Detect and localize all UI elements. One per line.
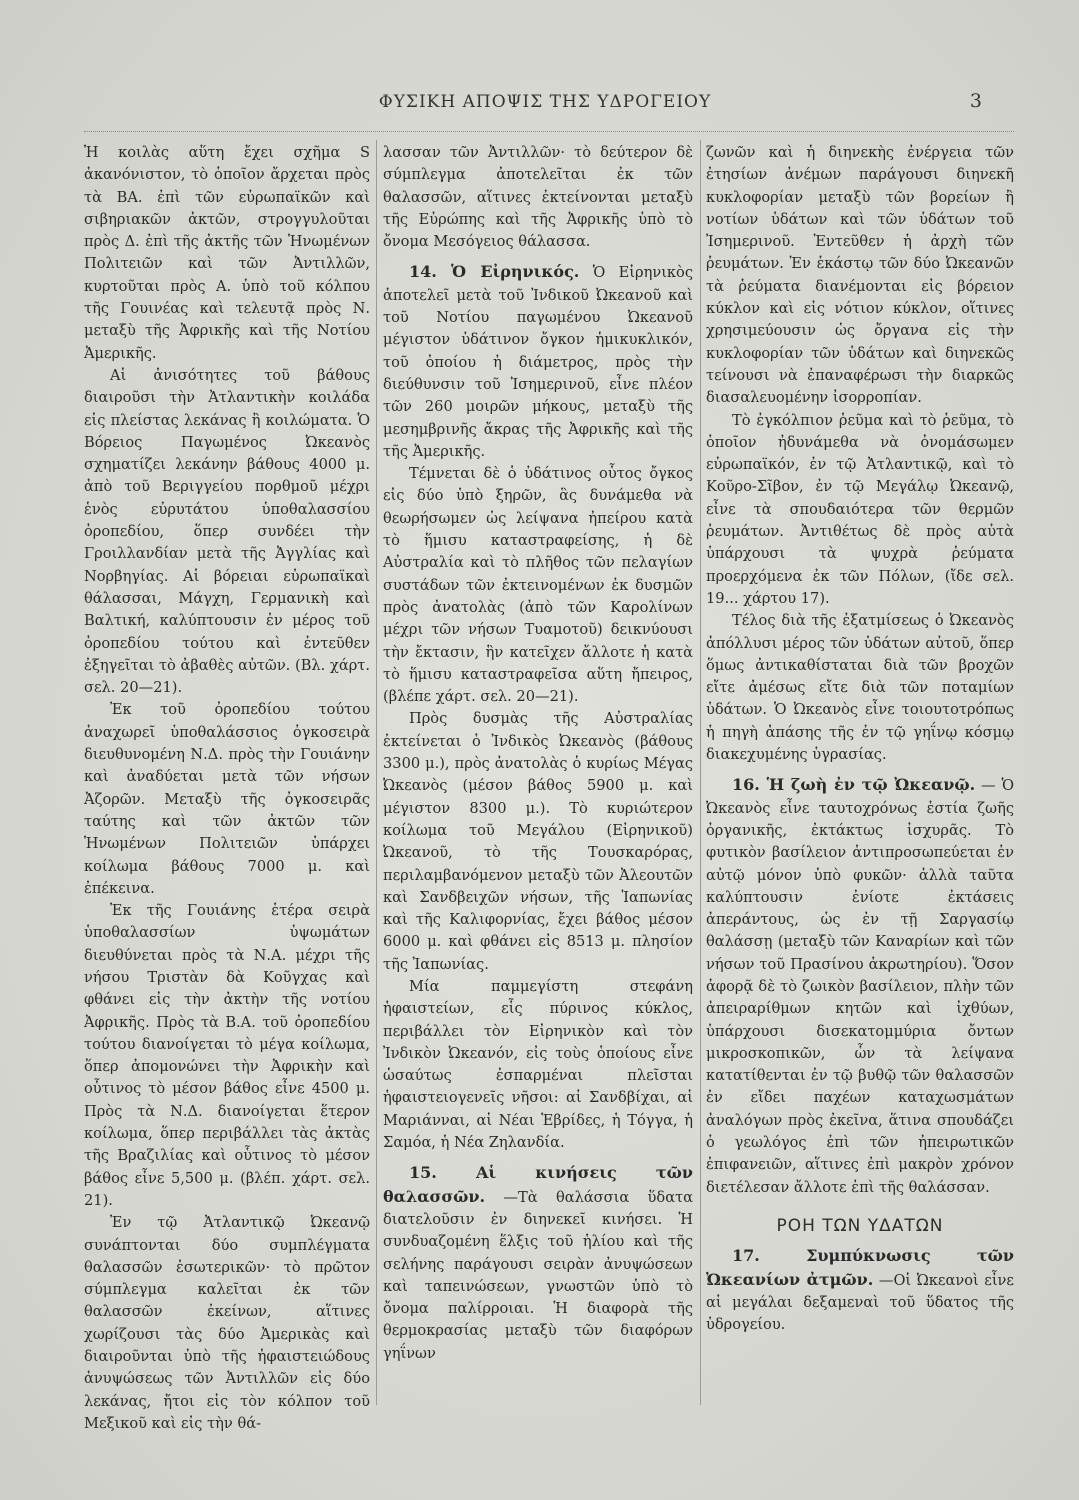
section-text: —Τὰ θαλάσσια ὕδατα διατελοῦσιν ἐν διηνεκεῖ κινήσει. Ἡ συνδυαζομένη ἕλξις τοῦ ἡλίου καὶ τῆς σελήνης παράγουσι σειρὰν ἀνυψώσεων καὶ ταπεινώσεων, γνωστῶν ὑπὸ τὸ ὄνομα παλίρροιαι. Ἡ διαφορὰ τῆς θερμοκρασίας μεταξὺ τῶν διαφόρων γηΐνων bbox=[383, 1188, 693, 1362]
section-text: Ὁ Εἰρηνικὸς ἀποτελεῖ μετὰ τοῦ Ἰνδικοῦ Ὠκεανοῦ καὶ τοῦ Νοτίου παγωμένου Ὠκεανοῦ μέγιστον ὑδάτινον ὄγκον ἡμικυκλικόν, τοῦ ὁποίου ἡ διάμετρος, πρὸς τὴν διεύθυνσιν τοῦ Ἰσημερινοῦ, εἶνε πλέον τῶν 260 μοιρῶν μήκους, μεταξὺ τῆς μεσημβρινῆς ἄκρας τῆς Ἀφρικῆς καὶ τῆς τῆς Ἀμερικῆς. bbox=[383, 264, 693, 460]
section-16 bbox=[706, 774, 1014, 1199]
page-number: 3 bbox=[969, 90, 982, 112]
paragraph: Μία παμμεγίστη στεφάνη ἡφαιστείων, εἷς πύρινος κύκλος, περιβάλλει τὸν Εἰρηνικὸν καὶ τὸν Ἰνδικὸν Ὠκεανόν, εἰς τοὺς ὁποίους εἶνε ὡσαύτως ἐσπαρμέναι πλεῖσται ἡφαιστειογενεῖς νῆσοι: αἱ Σανδβίχαι, αἱ Μαριάνναι, αἱ Νέαι Ἑβρίδες, ἡ Τόγγα, ἡ Σαμόα, ἡ Νέα Ζηλανδία. bbox=[383, 977, 693, 1152]
section-text: —Οἱ Ὠκεανοὶ εἶνε αἱ μεγάλαι δεξαμεναὶ τοῦ ὕδατος τῆς ὑδρογείου. bbox=[706, 1271, 1014, 1334]
section-14 bbox=[383, 261, 693, 463]
section-15 bbox=[383, 1162, 693, 1365]
section-title: ΡΟΗ ΤΩΝ ΥΔΑΤΩΝ bbox=[776, 1215, 944, 1236]
paragraph: ζωνῶν καὶ ἡ διηνεκὴς ἐνέργεια τῶν ἐτησίων ἀνέμων παράγουσι διηνεκῆ κυκλοφορίαν μεταξὺ τῶν βορείων ἢ νοτίων ὑδάτων καὶ τῶν ὑδάτων τοῦ Ἰσημερινοῦ. Ἐντεῦθεν ἡ ἀρχὴ τῶν ῥευμάτων. Ἐν ἑκάστῳ τῶν δύο Ὠκεανῶν τὰ ῥεύματα διανέμονται εἰς βόρειον κύκλον καὶ εἰς νότιον κύκλον, οἵτινες χρησιμεύουσιν ὡς ὄργανα εἰς τὴν κυκλοφορίαν τῶν ὑδάτων καὶ διηνεκῶς τείνουσι νὰ ἐπαναφέρωσι τὴν διαρκῶς διασαλευομένην ἰσορροπίαν. bbox=[706, 144, 1014, 407]
paragraph: Ἐκ τοῦ ὀροπεδίου τούτου ἀναχωρεῖ ὑποθαλάσσιος ὀγκοσειρὰ διευθυνομένη Ν.Δ. πρὸς τὴν Γουιάνην καὶ ἀναδύεται μετὰ τῶν νήσων Ἀζορῶν. Μεταξὺ τῆς ὀγκοσειρᾶς ταύτης καὶ τῶν ἀκτῶν τῶν Ἡνωμένων Πολιτειῶν ὑπάρχει κοίλωμα βάθους 7000 μ. καὶ ἐπέκεινα. bbox=[84, 701, 370, 897]
column-divider bbox=[376, 140, 377, 1405]
paragraph: λασσαν τῶν Ἀντιλλῶν· τὸ δεύτερον δὲ σύμπλεγμα ἀποτελεῖται ἐκ τῶν θαλασσῶν, αἵτινες ἐκτείνονται μεταξὺ τῆς Εὐρώπης καὶ τῆς Ἀφρικῆς ὑπὸ τὸ ὄνομα Μεσόγειος θάλασσα. bbox=[383, 144, 693, 251]
section-text: — Ὁ Ὠκεανὸς εἶνε ταυτοχρόνως ἑστία ζωῆς ὀργανικῆς, ἐκτάκτως ἰσχυρᾶς. Τὸ φυτικὸν βασίλειον ἀντιπροσωπεύεται ἐν αὐτῷ μόνον ὑπὸ φυκῶν· ἀλλὰ ταῦτα καλύπτουσιν ἐνίοτε ἐκτάσεις ἀπεράντους, ὡς ἐν τῇ Σαργασίῳ θαλάσσῃ (μεταξὺ τῶν Καναρίων καὶ τῶν νήσων τοῦ Πρασίνου ἀκρωτηρίου). Ὅσον ἀφορᾷ δὲ τὸ ζωικὸν βασίλειον, πλὴν τῶν ἀπειραρίθμων κητῶν καὶ ἰχθύων, ὑπάρχουσι δισεκατομμύρια ὄντων μικροσκοπικῶν, ὧν τὰ λείψανα κατατίθενται ἐν τῷ βυθῷ τῶν θαλασσῶν ἐν εἴδει παχέων καταχωσμάτων ἀναλόγων πρὸς ἐκεῖνα, ἅτινα σπουδάζει ὁ γεωλόγος ἐπὶ τῶν ἠπειρωτικῶν ἐπιφανειῶν, αἵτινες ἐπὶ μακρὸν χρόνον διετέλεσαν ἄλλοτε ἐπὶ τῆς θαλάσσαν. bbox=[706, 777, 1015, 1196]
page-header bbox=[80, 92, 1010, 126]
section-17 bbox=[706, 1245, 1014, 1336]
section-heading: 17. Συμπύκνωσις τῶν Ὠκεανίων ἀτμῶν. bbox=[706, 1246, 1014, 1289]
paragraph: Ἐκ τῆς Γουιάνης ἑτέρα σειρὰ ὑποθαλασσίων ὑψωμάτων διευθύνεται πρὸς τὰ Ν.Α. μέχρι τῆς νήσου Τριστὰν δὰ Κοῦγχας καὶ φθάνει εἰς τὴν ἀκτὴν τῆς νοτίου Ἀφρικῆς. Πρὸς τὰ Β.Α. τοῦ ὀροπεδίου τούτου διανοίγεται τὸ μέγα κοίλωμα, ὅπερ ἀπομονώνει τὴν Ἀφρικὴν καὶ οὗτινος τὸ μέσον βάθος εἶνε 4500 μ. Πρὸς τὰ Ν.Δ. διανοίγεται ἕτερον κοίλωμα, ὅπερ περιβάλλει τὰς ἀκτὰς τῆς Βραζιλίας καὶ οὗτινος τὸ μέσον βάθος εἶνε 5,500 μ. (βλέπ. χάρτ. σελ. 21). bbox=[84, 902, 370, 1209]
section-heading: 15. Αἱ κινήσεις τῶν θαλασσῶν. bbox=[383, 1163, 693, 1206]
paragraph: Αἱ ἀνισότητες τοῦ βάθους διαιροῦσι τὴν Ἀτλαντικὴν κοιλάδα εἰς πλείστας λεκάνας ἢ κοιλώματα. Ὁ Βόρειος Παγωμένος Ὠκεανὸς σχηματίζει λεκάνην βάθους 4000 μ. ἀπὸ τοῦ Βεριγγείου πορθμοῦ μέχρι ἑνὸς εὐρυτάτου ὑποθαλασσίου ὀροπεδίου, ὅπερ συνδέει τὴν Γροιλλανδίαν μετὰ τῆς Ἀγγλίας καὶ Νορβηγίας. Αἱ βόρειαι εὐρωπαϊκαὶ θάλασσαι, Μάγχη, Γερμανικὴ καὶ Βαλτική, καλύπτουσιν ἐν μέρος τοῦ ὀροπεδίου τούτου καὶ ἐντεῦθεν ἐξηγεῖται τὸ ἀβαθὲς αὐτῶν. (Βλ. χάρτ. σελ. 20—21). bbox=[84, 366, 370, 697]
running-title: ΦΥΣΙΚΗ ΑΠΟΨΙΣ ΤΗΣ ΥΔΡΟΓΕΙΟΥ bbox=[378, 92, 712, 112]
text-column-3 bbox=[706, 142, 1014, 1336]
text-column-1 bbox=[84, 142, 370, 1435]
header-rule bbox=[84, 131, 1014, 132]
paragraph: Πρὸς δυσμὰς τῆς Αὐστραλίας ἐκτείνεται ὁ Ἰνδικὸς Ὠκεανὸς (βάθους 3300 μ.), πρὸς ἀνατολὰς ὁ κυρίως Μέγας Ὠκεανὸς (μέσον βάθος 5900 μ. καὶ μέγιστον 8300 μ.). Τὸ κυριώτερον κοίλωμα τοῦ Μεγάλου (Εἰρηνικοῦ) Ὠκεανοῦ, τὸ τῆς Τουσκαρόρας, περιλαμβανόμενον μεταξὺ τῶν Ἀλεουτῶν καὶ Σανδβειχῶν νήσων, τῆς Ἰαπωνίας καὶ τῆς Καλιφορνίας, ἔχει βάθος μέσον 6000 μ. καὶ φθάνει εἰς 8513 μ. πλησίον τῆς Ἰαπωνίας. bbox=[383, 710, 693, 973]
paragraph: Τέμνεται δὲ ὁ ὑδάτινος οὗτος ὄγκος εἰς δύο ὑπὸ ξηρῶν, ἃς δυνάμεθα νὰ θεωρήσωμεν ὡς λείψανα ἠπείρου κατὰ τὸ ἥμισυ καταστραφείσης, ἡ δὲ Αὐστραλία καὶ τὸ πλῆθος τῶν πελαγίων συστάδων τῶν ἐκτεινομένων ἐκ δυσμῶν πρὸς ἀνατολὰς (ἀπὸ τῶν Καρολίνων μέχρι τῶν νήσων Τυαμοτοῦ) δεικνύουσι τὴν ἔκτασιν, ἣν κατεῖχεν ἄλλοτε ἡ κατὰ τὸ ἥμισυ καταστραφεῖσα αὕτη ἤπειρος, (βλέπε χάρτ. σελ. 20—21). bbox=[383, 465, 693, 706]
column-divider bbox=[700, 140, 701, 1405]
paragraph: Ἡ κοιλὰς αὕτη ἔχει σχῆμα S ἀκανόνιστον, τὸ ὁποῖον ἄρχεται πρὸς τὰ ΒΑ. ἐπὶ τῶν εὐρωπαϊκῶν καὶ σιβηριακῶν ἀκτῶν, στρογγυλοῦται πρὸς Δ. ἐπὶ τῆς ἀκτῆς τῶν Ἡνωμένων Πολιτειῶν καὶ τῶν Ἀντιλλῶν, κυρτοῦται πρὸς Α. ὑπὸ τοῦ κόλπου τῆς Γουινέας καὶ τελευτᾷ πρὸς Ν. μεταξὺ τῆς Ἀφρικῆς καὶ τῆς Νοτίου Ἀμερικῆς. bbox=[84, 144, 370, 362]
paragraph: Τέλος διὰ τῆς ἐξατμίσεως ὁ Ὠκεανὸς ἀπόλλυσι μέρος τῶν ὑδάτων αὐτοῦ, ὅπερ ὅμως ἀντικαθίσταται διὰ τῶν βροχῶν εἴτε ἀμέσως εἴτε διὰ τῶν ποταμίων ὑδάτων. Ὁ Ὠκεανὸς εἶνε τοιουτοτρόπως ἡ πηγὴ ἁπάσης τῆς ἐν τῷ γηΐνῳ κόσμῳ διακεχυμένης ὑγρασίας. bbox=[706, 612, 1014, 764]
section-heading: 14. Ὁ Εἰρηνικός. bbox=[409, 262, 580, 282]
text-column-2 bbox=[383, 142, 693, 1365]
paragraph: Τὸ ἐγκόλπιον ῥεῦμα καὶ τὸ ῥεῦμα, τὸ ὁποῖον ἠδυνάμεθα νὰ ὀνομάσωμεν εὐρωπαϊκόν, ἐν τῷ Ἀτλαντικῷ, καὶ τὸ Κοῦρο-Σῖβον, ἐν τῷ Μεγάλῳ Ὠκεανῷ, εἶνε τὰ σπουδαιότερα τῶν θερμῶν ῥευμάτων. Ἀντιθέτως δὲ πρὸς αὐτὰ ὑπάρχουσι τὰ ψυχρὰ ῥεύματα προερχόμενα ἐκ τῶν Πόλων, (ἴδε σελ. 19... χάρτου 17). bbox=[706, 411, 1014, 607]
section-heading: 16. Ἡ ζωὴ ἐν τῷ Ὠκεανῷ. bbox=[732, 775, 976, 795]
paragraph: Ἐν τῷ Ἀτλαντικῷ Ὠκεανῷ συνάπτονται δύο συμπλέγματα θαλασσῶν ἐσωτερικῶν· τὸ πρῶτον σύμπλεγμα καλεῖται ἐκ τῶν θαλασσῶν ἐκείνων, αἵτινες χωρίζουσι τὰς δύο Ἀμερικὰς καὶ διαιροῦνται ὑπὸ τῆς ἡφαιστειώδους ἀνυψώσεως τῶν Ἀντιλλῶν εἰς δύο λεκάνας, ἤτοι εἰς τὸν κόλπον τοῦ Μεξικοῦ καὶ εἰς τὴν θά- bbox=[84, 1214, 370, 1432]
